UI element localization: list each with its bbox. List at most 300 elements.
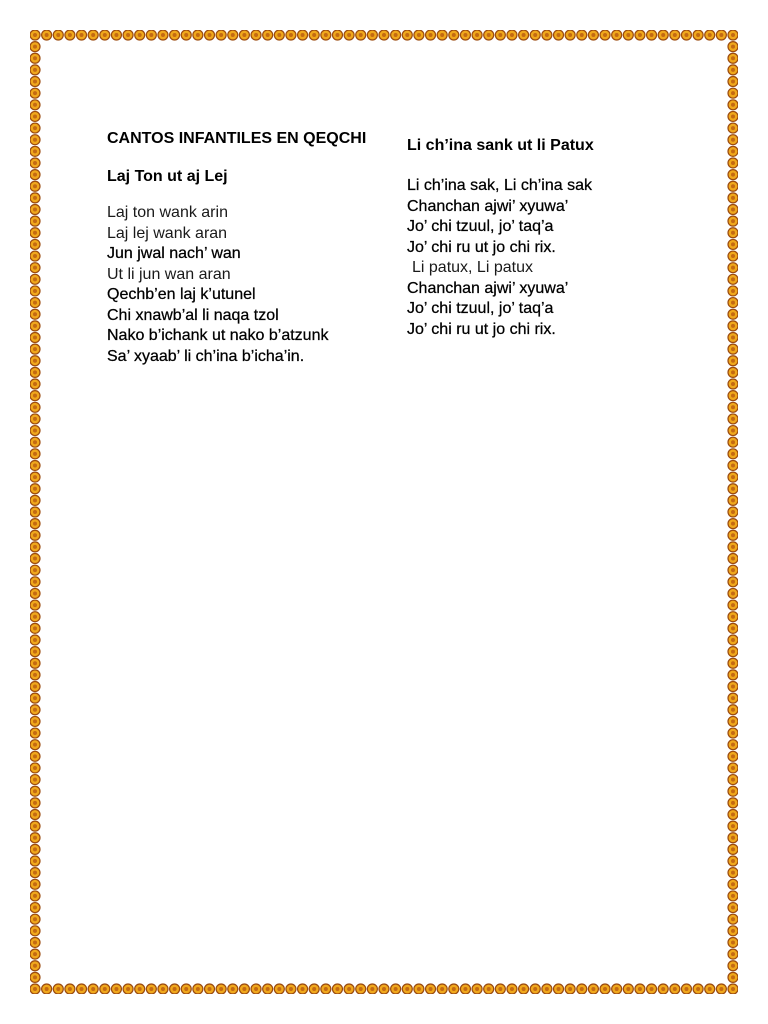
flower-icon (30, 495, 40, 505)
flower-icon (728, 588, 738, 598)
flower-icon (728, 763, 738, 773)
flower-icon (30, 472, 40, 482)
flower-icon (170, 30, 180, 40)
flower-icon (437, 984, 447, 994)
flower-icon (728, 600, 738, 610)
flower-icon (367, 30, 377, 40)
flower-icon (728, 426, 738, 436)
flower-icon (728, 123, 738, 133)
flower-icon (728, 274, 738, 284)
flower-icon (356, 984, 366, 994)
flower-icon (30, 740, 40, 750)
flower-icon (321, 30, 331, 40)
lyric-line: Chanchan ajwi’ xyuwa’ (407, 279, 569, 297)
flower-icon (53, 30, 63, 40)
flower-icon (30, 135, 40, 145)
flower-icon (728, 740, 738, 750)
flower-icon (228, 30, 238, 40)
flower-icon (135, 984, 145, 994)
flower-icon (30, 751, 40, 761)
flower-icon (379, 984, 389, 994)
lyric-line: Jo’ chi tzuul, jo’ taq’a (407, 218, 554, 235)
flower-icon (728, 472, 738, 482)
flower-icon (728, 961, 738, 971)
flower-icon (728, 42, 738, 52)
flower-icon (30, 716, 40, 726)
flower-icon (728, 635, 738, 645)
flower-icon (588, 984, 598, 994)
flower-icon (30, 391, 40, 401)
flower-icon (135, 30, 145, 40)
flower-icon (670, 984, 680, 994)
flower-icon (30, 146, 40, 156)
flower-icon (344, 984, 354, 994)
flower-icon (30, 65, 40, 75)
flower-icon (728, 332, 738, 342)
flower-icon (30, 426, 40, 436)
song-lyrics-laj-ton (107, 203, 397, 367)
flower-icon (728, 53, 738, 63)
flower-icon (728, 647, 738, 657)
flower-icon (728, 554, 738, 564)
flower-icon (239, 30, 249, 40)
flower-icon (681, 984, 691, 994)
flower-icon (728, 158, 738, 168)
flower-icon (728, 798, 738, 808)
song-title-li-china: Li ch’ina sank ut li Patux (407, 137, 594, 154)
flower-icon (193, 984, 203, 994)
flower-icon (30, 658, 40, 668)
flower-icon (728, 670, 738, 680)
lyric-line: Jo’ chi tzuul, jo’ taq’a (407, 300, 554, 317)
flower-icon (30, 891, 40, 901)
flower-icon (728, 193, 738, 203)
flower-icon (30, 705, 40, 715)
lyric-line: Qechb’en laj k’utunel (107, 286, 256, 303)
flower-icon (30, 228, 40, 238)
flower-icon (123, 984, 133, 994)
flower-icon (30, 30, 40, 40)
flower-icon (170, 984, 180, 994)
flower-icon (30, 623, 40, 633)
flower-icon (681, 30, 691, 40)
flower-icon (30, 158, 40, 168)
flower-icon (286, 30, 296, 40)
flower-icon (30, 775, 40, 785)
flower-icon (30, 100, 40, 110)
flower-icon (30, 53, 40, 63)
flower-icon (65, 30, 75, 40)
flower-icon (728, 868, 738, 878)
flower-icon (728, 623, 738, 633)
right-column (407, 134, 707, 340)
flower-icon (728, 146, 738, 156)
flower-icon (728, 100, 738, 110)
flower-icon (263, 984, 273, 994)
flower-icon (379, 30, 389, 40)
flower-icon (65, 984, 75, 994)
flower-icon (728, 809, 738, 819)
flower-icon (181, 984, 191, 994)
flower-icon (507, 30, 517, 40)
flower-icon (123, 30, 133, 40)
flower-icon (146, 984, 156, 994)
flower-icon (728, 414, 738, 424)
flower-icon (693, 30, 703, 40)
flower-icon (705, 30, 715, 40)
lyric-line: Ut li jun wan aran (107, 265, 231, 283)
flower-icon (728, 170, 738, 180)
flower-icon (530, 984, 540, 994)
flower-icon (414, 984, 424, 994)
flower-icon (437, 30, 447, 40)
lyric-line: Chanchan ajwi’ xyuwa’ (407, 197, 569, 215)
flower-icon (30, 682, 40, 692)
flower-icon (472, 30, 482, 40)
flower-icon (414, 30, 424, 40)
flower-icon (728, 30, 738, 40)
flower-icon (146, 30, 156, 40)
flower-icon (728, 775, 738, 785)
flower-icon (728, 984, 738, 994)
flower-icon (30, 263, 40, 273)
flower-icon (716, 984, 726, 994)
flower-icon (30, 798, 40, 808)
flower-icon (542, 30, 552, 40)
flower-icon (30, 88, 40, 98)
flower-icon (367, 984, 377, 994)
flower-icon (460, 984, 470, 994)
flower-icon (193, 30, 203, 40)
song-lyrics-li-china (407, 176, 707, 340)
flower-icon (205, 984, 215, 994)
flower-icon (716, 30, 726, 40)
flower-icon (391, 30, 401, 40)
flower-icon (30, 670, 40, 680)
flower-icon (705, 984, 715, 994)
flower-icon (728, 344, 738, 354)
flower-icon (728, 251, 738, 261)
lyric-line: Laj ton wank arin (107, 204, 228, 221)
flower-icon (30, 251, 40, 261)
flower-icon (449, 30, 459, 40)
lyric-line: Nako b’ichank ut nako b’atzunk (107, 327, 329, 344)
flower-icon (728, 693, 738, 703)
flower-icon (30, 170, 40, 180)
flower-icon (30, 577, 40, 587)
flower-icon (402, 30, 412, 40)
lyric-line: Jo’ chi ru ut jo chi rix. (407, 238, 556, 256)
flower-icon (42, 984, 52, 994)
flower-icon (426, 984, 436, 994)
flower-icon (30, 926, 40, 936)
flower-icon (728, 309, 738, 319)
flower-icon (216, 984, 226, 994)
flower-icon (635, 984, 645, 994)
flower-icon (623, 30, 633, 40)
flower-icon (728, 484, 738, 494)
flower-icon (484, 30, 494, 40)
flower-icon (77, 984, 87, 994)
flower-icon (519, 984, 529, 994)
flower-icon (30, 530, 40, 540)
lyric-line: Li ch’ina sak, Li ch’ina sak (407, 177, 592, 194)
flower-icon (728, 577, 738, 587)
flower-icon (30, 484, 40, 494)
flower-icon (30, 321, 40, 331)
flower-icon (728, 507, 738, 517)
flower-icon (30, 844, 40, 854)
flower-icon (728, 65, 738, 75)
flower-icon (30, 588, 40, 598)
flower-icon (554, 30, 564, 40)
flower-icon (30, 298, 40, 308)
flower-icon (728, 728, 738, 738)
flower-icon (30, 379, 40, 389)
flower-icon (728, 356, 738, 366)
flower-icon (158, 984, 168, 994)
flower-icon (728, 786, 738, 796)
flower-icon (111, 984, 121, 994)
flower-icon (658, 984, 668, 994)
flower-icon (600, 30, 610, 40)
flower-icon (495, 30, 505, 40)
flower-icon (30, 856, 40, 866)
flower-icon (239, 984, 249, 994)
flower-icon (728, 367, 738, 377)
flower-icon (728, 856, 738, 866)
lyric-line: Li patux, Li patux (412, 259, 533, 276)
flower-icon (263, 30, 273, 40)
flower-icon (30, 507, 40, 517)
flower-icon (321, 984, 331, 994)
flower-icon (30, 821, 40, 831)
flower-icon (728, 77, 738, 87)
flower-icon (30, 693, 40, 703)
flower-icon (728, 239, 738, 249)
flower-icon (181, 30, 191, 40)
flower-icon (623, 984, 633, 994)
flower-icon (635, 30, 645, 40)
flower-icon (30, 449, 40, 459)
flower-icon (728, 542, 738, 552)
flower-icon (728, 321, 738, 331)
flower-icon (30, 77, 40, 87)
lyric-line: Laj lej wank aran (107, 224, 228, 242)
flower-icon (728, 565, 738, 575)
flower-icon (728, 705, 738, 715)
flower-icon (728, 216, 738, 226)
flower-icon (728, 891, 738, 901)
flower-icon (484, 984, 494, 994)
flower-icon (577, 30, 587, 40)
flower-icon (228, 984, 238, 994)
flower-icon (728, 821, 738, 831)
flower-icon (251, 30, 261, 40)
flower-icon (728, 437, 738, 447)
flower-icon (728, 460, 738, 470)
flower-icon (251, 984, 261, 994)
flower-icon (391, 984, 401, 994)
flower-icon (402, 984, 412, 994)
flower-icon (728, 449, 738, 459)
document-title: CANTOS INFANTILES EN QEQCHI (107, 130, 367, 147)
flower-icon (728, 530, 738, 540)
flower-icon (460, 30, 470, 40)
flower-icon (30, 123, 40, 133)
flower-icon (426, 30, 436, 40)
flower-icon (216, 30, 226, 40)
flower-icon (612, 984, 622, 994)
flower-icon (565, 984, 575, 994)
lyric-line: Jun jwal nach’ wan (107, 245, 241, 262)
flower-icon (728, 926, 738, 936)
flower-icon (30, 193, 40, 203)
flower-icon (111, 30, 121, 40)
flower-icon (30, 612, 40, 622)
flower-icon (30, 728, 40, 738)
flower-icon (30, 635, 40, 645)
flower-icon (728, 972, 738, 982)
flower-icon (577, 984, 587, 994)
flower-icon (728, 228, 738, 238)
flower-icon (30, 903, 40, 913)
flower-icon (728, 716, 738, 726)
flower-icon (30, 414, 40, 424)
flower-icon (30, 437, 40, 447)
flower-icon (88, 30, 98, 40)
flower-icon (30, 205, 40, 215)
flower-icon (30, 914, 40, 924)
flower-icon (332, 984, 342, 994)
flower-icon (449, 984, 459, 994)
flower-icon (298, 984, 308, 994)
flower-icon (588, 30, 598, 40)
flower-icon (30, 309, 40, 319)
flower-icon (30, 647, 40, 657)
flower-icon (158, 30, 168, 40)
flower-icon (728, 519, 738, 529)
flower-icon (30, 809, 40, 819)
left-column (107, 127, 397, 367)
flower-icon (88, 984, 98, 994)
flower-icon (507, 984, 517, 994)
flower-icon (495, 984, 505, 994)
flower-icon (30, 937, 40, 947)
flower-icon (728, 135, 738, 145)
flower-icon (728, 658, 738, 668)
flower-icon (600, 984, 610, 994)
flower-icon (30, 961, 40, 971)
lyric-line: Jo’ chi ru ut jo chi rix. (407, 320, 556, 338)
flower-icon (356, 30, 366, 40)
flower-icon (728, 612, 738, 622)
flower-icon (30, 879, 40, 889)
flower-icon (30, 367, 40, 377)
flower-icon (30, 274, 40, 284)
flower-icon (728, 903, 738, 913)
flower-icon (647, 30, 657, 40)
flower-icon (728, 205, 738, 215)
flower-icon (30, 786, 40, 796)
flower-icon (30, 519, 40, 529)
flower-icon (728, 88, 738, 98)
flower-icon (728, 286, 738, 296)
flower-icon (274, 30, 284, 40)
flower-icon (728, 495, 738, 505)
flower-icon (100, 984, 110, 994)
flower-icon (100, 30, 110, 40)
flower-icon (612, 30, 622, 40)
flower-icon (332, 30, 342, 40)
flower-icon (30, 216, 40, 226)
flower-icon (728, 181, 738, 191)
flower-icon (42, 30, 52, 40)
flower-icon (30, 286, 40, 296)
flower-icon (728, 879, 738, 889)
flower-icon (647, 984, 657, 994)
flower-icon (309, 984, 319, 994)
flower-icon (30, 565, 40, 575)
flower-icon (344, 30, 354, 40)
flower-icon (309, 30, 319, 40)
flower-icon (30, 949, 40, 959)
flower-icon (30, 833, 40, 843)
flower-icon (30, 402, 40, 412)
flower-icon (565, 30, 575, 40)
flower-icon (728, 751, 738, 761)
flower-icon (554, 984, 564, 994)
flower-icon (30, 344, 40, 354)
lyric-line: Sa’ xyaab’ li ch’ina b’icha’in. (107, 347, 305, 365)
flower-icon (693, 984, 703, 994)
song-title-laj-ton: Laj Ton ut aj Lej (107, 168, 228, 185)
flower-icon (728, 391, 738, 401)
flower-icon (274, 984, 284, 994)
flower-icon (30, 460, 40, 470)
flower-icon (728, 111, 738, 121)
flower-icon (30, 763, 40, 773)
flower-icon (728, 379, 738, 389)
flower-icon (728, 937, 738, 947)
flower-icon (298, 30, 308, 40)
flower-icon (286, 984, 296, 994)
flower-icon (30, 356, 40, 366)
flower-icon (30, 600, 40, 610)
flower-icon (30, 181, 40, 191)
flower-icon (728, 949, 738, 959)
flower-icon (30, 332, 40, 342)
flower-icon (77, 30, 87, 40)
flower-icon (205, 30, 215, 40)
flower-icon (472, 984, 482, 994)
flower-icon (728, 833, 738, 843)
flower-icon (30, 42, 40, 52)
flower-icon (519, 30, 529, 40)
flower-icon (53, 984, 63, 994)
flower-icon (670, 30, 680, 40)
flower-icon (30, 984, 40, 994)
flower-icon (728, 914, 738, 924)
flower-icon (530, 30, 540, 40)
flower-icon (728, 682, 738, 692)
flower-icon (728, 298, 738, 308)
lyric-line: Chi xnawb’al li naqa tzol (107, 306, 279, 324)
flower-icon (30, 542, 40, 552)
flower-icon (728, 844, 738, 854)
flower-icon (30, 868, 40, 878)
flower-icon (30, 111, 40, 121)
